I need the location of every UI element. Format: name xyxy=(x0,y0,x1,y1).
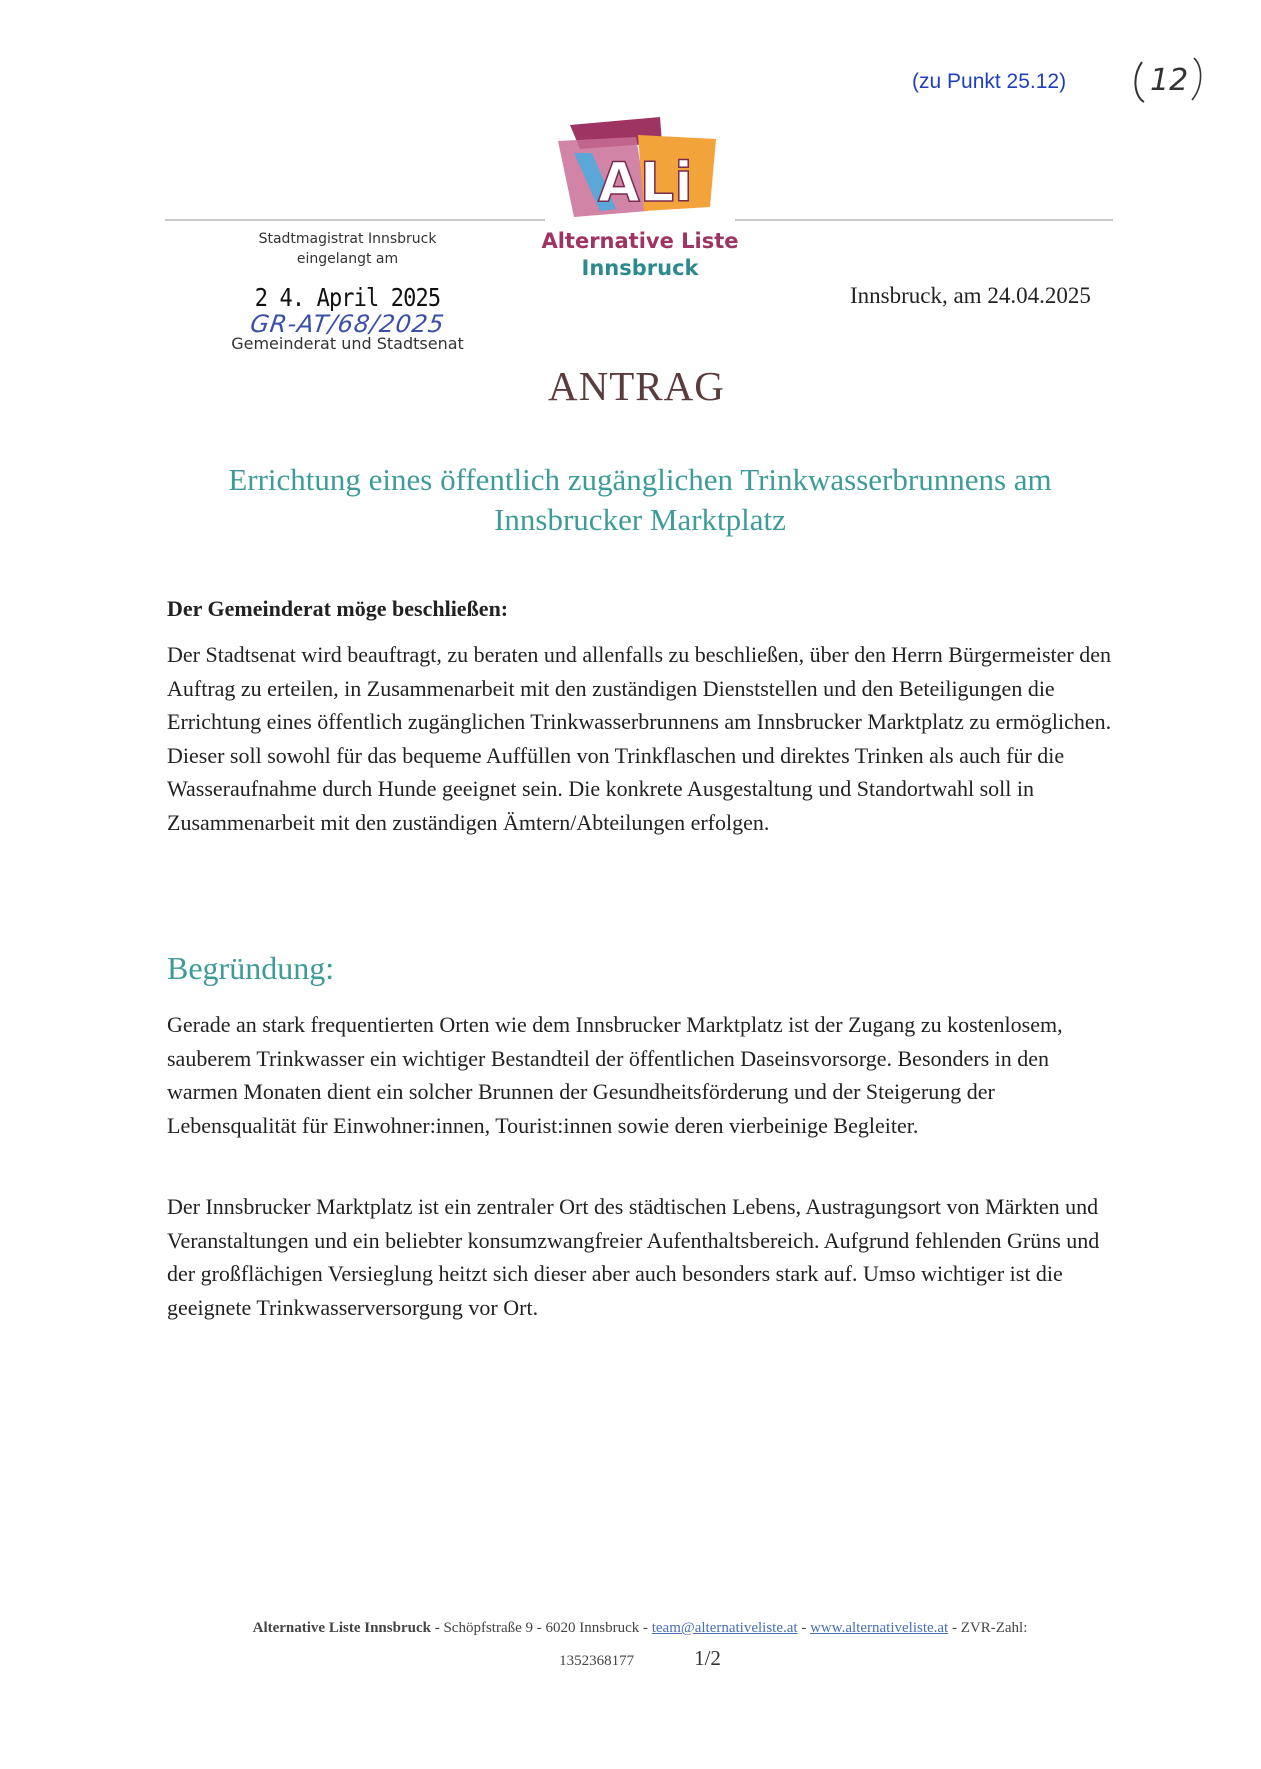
reason-paragraph-1-text: Gerade an stark frequentierten Orten wie dem Innsbrucker Marktplatz ist der Zugang zu kostenlosem, sauberem Trinkwasser ein wichtiger Bestandteil der öffentlichen Daseinsvorsorge. Besonders in den warmen Monaten dient ein solcher Brunnen der Gesundheitsförderung und der Steigerung der Lebensqualität für Einwohner:innen, Tourist:innen sowie deren vierbeinige Begleiter. xyxy=(167,1012,1063,1138)
footer-org: Alternative Liste Innsbruck xyxy=(252,1620,431,1636)
resolution-text xyxy=(167,638,1117,839)
resolution-heading: Der Gemeinderat möge beschließen: xyxy=(167,596,509,621)
footer-line-2 xyxy=(160,1643,1120,1676)
reason-paragraph-2 xyxy=(167,1190,1117,1324)
stamp-date: 2 4. April 2025 xyxy=(254,283,441,312)
stamp-office-line-2: eingelangt am xyxy=(296,251,399,267)
document-type: ANTRAG xyxy=(548,363,725,409)
header-rule-right xyxy=(735,219,1113,221)
reason-heading: Begründung: xyxy=(167,950,335,986)
footer-address: - Schöpfstraße 9 - 6020 Innsbruck - xyxy=(430,1620,652,1636)
footer-line-1 xyxy=(160,1613,1120,1643)
reason-paragraph-1 xyxy=(167,1008,1117,1142)
logo-wordmark xyxy=(540,228,740,282)
reason-paragraph-2-text: Der Innsbrucker Marktplatz ist ein zentraler Ort des städtischen Lebens, Austragungsort von Märkten und Veranstaltungen und ein beliebter konsumzwangfreier Aufenthaltsbereich. Aufgrund fehlenden Grüns und der großflächigen Versieglung heitzt sich dieser aber auch besonders stark auf. Umso wichtiger ist die geeignete Trinkwasserversorgung vor Ort. xyxy=(167,1194,1100,1320)
handwritten-circle-icon xyxy=(1128,52,1210,108)
header-rule-left xyxy=(165,219,545,221)
agenda-note: (zu Punkt 25.12) xyxy=(912,70,1067,93)
stamp-handwritten-reference: GR-AT/68/2025 xyxy=(248,310,447,338)
logo-line-1: Alternative Liste xyxy=(541,229,739,253)
handwritten-number-text: 12 xyxy=(1150,63,1189,98)
resolution-paragraph-2: Dieser soll sowohl für das bequeme Auffüllen von Trinkflaschen und direktes Trinken als auch für die Wasseraufnahme durch Hunde geeignet sein. Die konkrete Ausgestaltung und Standortwahl soll in Zusammenarbeit mit den zuständigen Ämtern/Abteilungen erfolgen. xyxy=(167,742,1065,835)
footer-zvr-label: - ZVR-Zahl: xyxy=(948,1620,1028,1636)
stamp-office-line-1: Stadtmagistrat Innsbruck xyxy=(258,231,437,247)
handwritten-page-number xyxy=(1128,52,1210,108)
footer-zvr-number: 1352368177 xyxy=(559,1653,635,1669)
logo-line-2: Innsbruck xyxy=(581,256,699,280)
footer-email-link[interactable]: team@alternativeliste.at xyxy=(651,1620,798,1636)
footer-website-link[interactable]: www.alternativeliste.at xyxy=(810,1620,949,1636)
title-line-1: Errichtung eines öffentlich zugänglichen Trinkwasserbrunnens am xyxy=(228,462,1052,497)
footer-separator: - xyxy=(797,1620,811,1636)
stamp-body: Gemeinderat und Stadtsenat xyxy=(231,334,464,353)
footer-page-number: 1/2 xyxy=(694,1646,721,1670)
document-title xyxy=(150,460,1130,540)
logo-mark-text: ALi xyxy=(598,151,693,214)
ali-logo-icon xyxy=(540,113,740,223)
receipt-stamp xyxy=(230,229,465,353)
ali-logo xyxy=(540,113,740,223)
resolution-paragraph-1: Der Stadtsenat wird beauftragt, zu beraten und allenfalls zu beschließen, über den Herrn Bürgermeister den Auftrag zu erteilen, in Zusammenarbeit mit den zuständigen Dienststellen und den Beteiligungen die Errichtung eines öffentlich zugänglichen Trinkwasserbrunnens am Innsbrucker Marktplatz zu ermöglichen. xyxy=(167,642,1112,734)
place-date: Innsbruck, am 24.04.2025 xyxy=(850,283,1091,308)
page-footer xyxy=(160,1613,1120,1676)
title-line-2: Innsbrucker Marktplatz xyxy=(494,502,786,537)
